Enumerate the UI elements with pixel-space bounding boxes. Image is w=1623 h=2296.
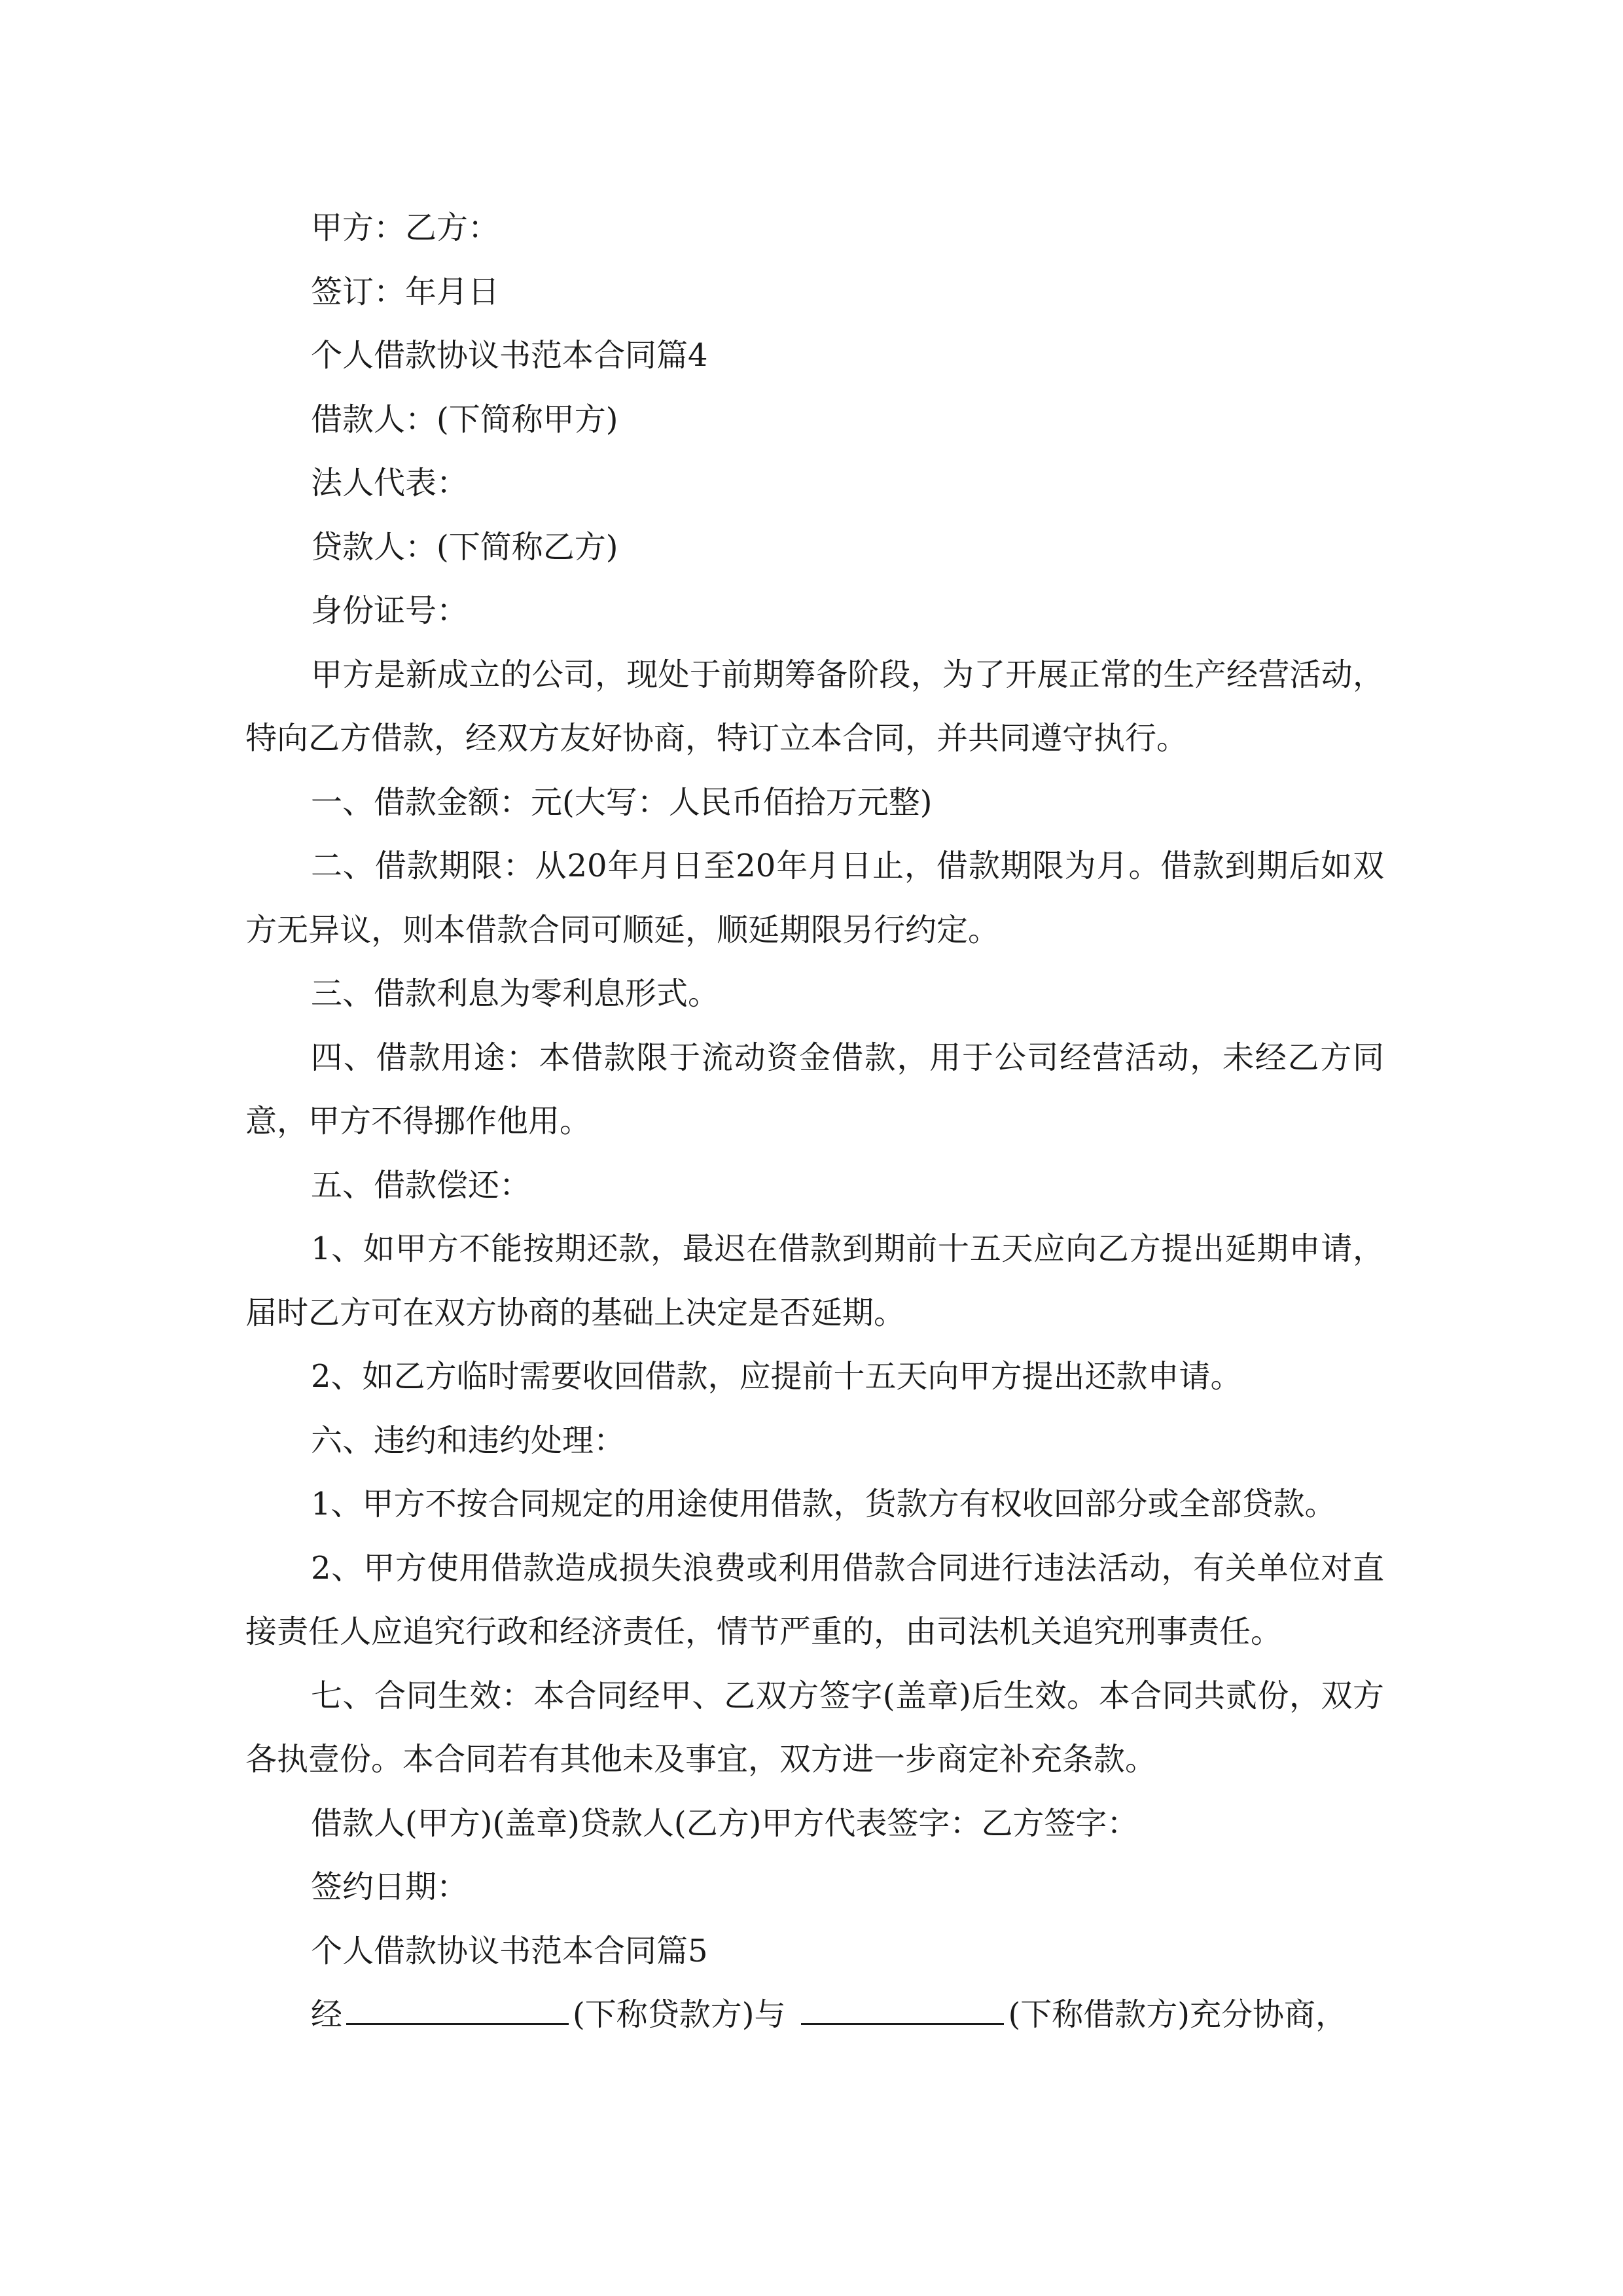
opening-text-a: 经	[311, 1996, 343, 2033]
section-title-5: 个人借款协议书范本合同篇5	[311, 1932, 708, 1969]
repayment-item-2: 2、如乙方临时需要收回借款，应提前十五天向甲方提出还款申请。	[311, 1358, 1242, 1395]
signing-date-line: 签订：年月日	[311, 273, 500, 310]
lender-name-blank	[346, 1986, 569, 2025]
id-number-line: 身份证号：	[311, 592, 469, 629]
legal-rep-line: 法人代表：	[311, 465, 469, 501]
parties-line: 甲方：乙方：	[311, 209, 500, 246]
signature-line: 借款人(甲方)(盖章)贷款人(乙方)甲方代表签字：乙方签字：	[311, 1804, 1139, 1842]
clause-effective: 七、合同生效：本合同经甲、乙双方签字(盖章)后生效。本合同共贰份，双方各执壹份。本合同若有其他未及事宜，双方进一步商定补充条款。	[245, 1677, 1384, 1778]
borrower-line: 借款人：(下简称甲方)	[311, 401, 618, 438]
borrower-name-blank	[801, 1986, 1004, 2025]
agreement-opening	[245, 1983, 1384, 2047]
opening-text-b: (下称贷款方)与	[573, 1996, 786, 2033]
repayment-item-1: 1、如甲方不能按期还款，最迟在借款到期前十五天应向乙方提出延期申请，届时乙方可在双方协商的基础上决定是否延期。	[245, 1230, 1384, 1331]
clause-repayment: 五、借款偿还：	[311, 1166, 531, 1204]
opening-text-c: (下称借款方)充分协商，	[1008, 1996, 1347, 2033]
preamble-paragraph: 甲方是新成立的公司，现处于前期筹备阶段，为了开展正常的生产经营活动，特向乙方借款，经双方友好协商，特订立本合同，并共同遵守执行。	[245, 656, 1384, 757]
section-title-4: 个人借款协议书范本合同篇4	[311, 337, 708, 374]
clause-amount: 一、借款金额：元(大写：人民币佰拾万元整)	[311, 783, 933, 821]
clause-term: 二、借款期限：从20年月日至20年月日止，借款期限为月。借款到期后如双方无异议，则本借款合同可顺延，顺延期限另行约定。	[245, 848, 1384, 948]
clause-usage: 四、借款用途：本借款限于流动资金借款，用于公司经营活动，未经乙方同意，甲方不得挪作他用。	[245, 1039, 1384, 1139]
breach-item-1: 1、甲方不按合同规定的用途使用借款，货款方有权收回部分或全部贷款。	[311, 1486, 1336, 1522]
clause-interest: 三、借款利息为零利息形式。	[311, 975, 720, 1012]
breach-item-2: 2、甲方使用借款造成损失浪费或利用借款合同进行违法活动，有关单位对直接责任人应追究行政和经济责任，情节严重的，由司法机关追究刑事责任。	[245, 1549, 1384, 1650]
sign-date-line: 签约日期：	[311, 1869, 469, 1905]
document-body	[245, 196, 1384, 2047]
lender-line: 贷款人：(下简称乙方)	[311, 528, 618, 565]
clause-breach: 六、违约和违约处理：	[311, 1422, 626, 1459]
